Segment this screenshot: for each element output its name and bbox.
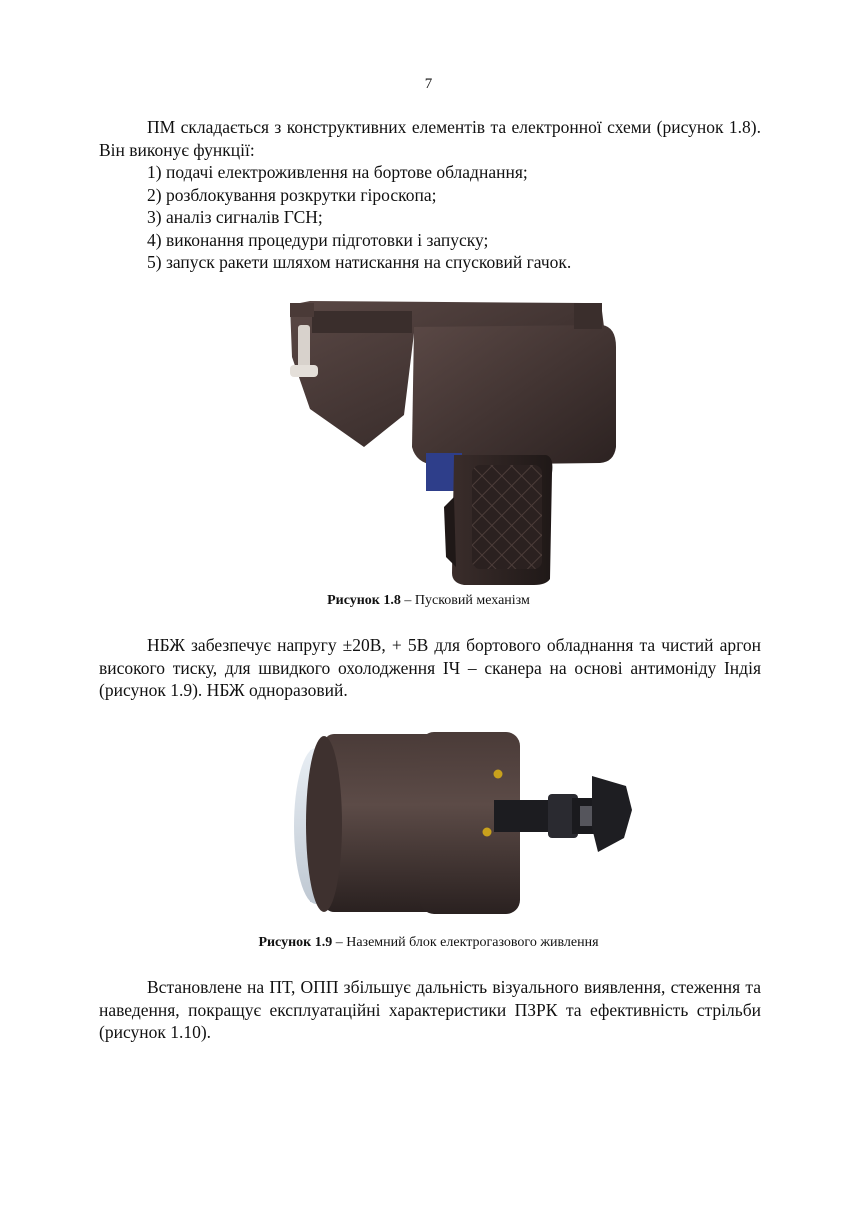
paragraph-2-text: НБЖ забезпечує напругу ±20В, + 5В для бортового обладнання та чистий аргон високого тиску, для швидкого охолодження ІЧ – сканера на основі антимоніду Індія (рисунок 1.9). НБЖ одноразовий. <box>99 635 761 700</box>
figure-2-label: Рисунок 1.9 <box>258 935 333 950</box>
figure-2-caption-text: – Наземний блок електрогазового живлення <box>332 935 599 950</box>
paragraph-1-text: ПМ складається з конструктивних елементів та електронної схеми (рисунок 1.8). Він виконує функції: <box>99 117 761 160</box>
figure-2-caption <box>0 935 857 951</box>
power-supply-unit-image <box>280 728 650 920</box>
list-item: 4) виконання процедури підготовки і запуску; <box>147 229 489 250</box>
paragraph-2 <box>99 634 761 702</box>
paragraph-1 <box>99 116 761 161</box>
launch-mechanism-image <box>284 297 624 587</box>
figure-1-caption <box>0 593 857 609</box>
figure-1-caption-text: – Пусковий механізм <box>400 593 530 608</box>
list-item: 2) розблокування розкрутки гіроскопа; <box>147 184 437 205</box>
list-item: 3) аналіз сигналів ГСН; <box>147 207 323 227</box>
figure-1-label: Рисунок 1.8 <box>327 593 401 608</box>
paragraph-3-text: Встановлене на ПТ, ОПП збільшує дальність візуального виявлення, стеження та наведення, покращує експлуатаційні характеристики ПЗРК та ефективність стрільби (рисунок 1.10). <box>99 977 761 1042</box>
paragraph-3 <box>99 976 761 1044</box>
functions-list <box>99 161 761 274</box>
list-item: 1) подачі електроживлення на бортове обладнання; <box>147 162 528 182</box>
list-item: 5) запуск ракети шляхом натискання на спусковий гачок. <box>147 252 572 272</box>
page-number: 7 <box>424 76 433 92</box>
